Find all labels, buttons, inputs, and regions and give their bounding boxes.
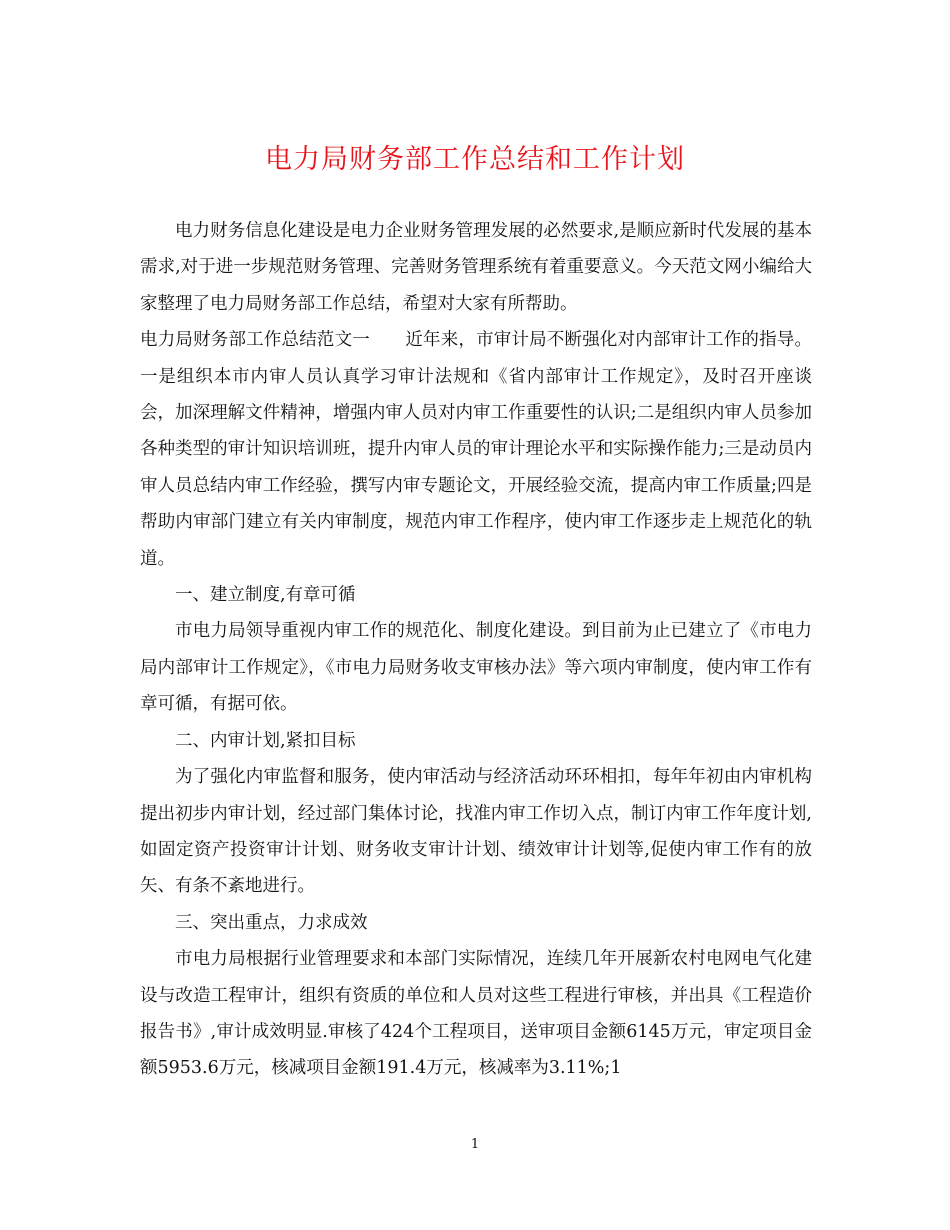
- section-paragraph-1: 市电力局领导重视内审工作的规范化、制度化建设。到目前为止已建立了《市电力局内部审计工作规定》，《市电力局财务收支审核办法》等六项内审制度，使内审工作有章可循，有据可依。: [140, 621, 812, 715]
- section-heading-1: 一、建立制度,有章可循: [175, 585, 356, 606]
- sample-one-paragraph: 电力局财务部工作总结范文一 近年来，市审计局不断强化对内部审计工作的指导。一是组织本市内审人员认真学习审计法规和《省内部审计工作规定》，及时召开座谈会，加深理解文件精神，增强内审人员对内审工作重要性的认识;二是组织内审人员参加各种类型的审计知识培训班，提升内审人员的审计理论水平和实际操作能力;三是动员内审人员总结内审工作经验，撰写内审专题论文，开展经验交流，提高内审工作质量;四是帮助内审部门建立有关内审制度，规范内审工作程序，使内审工作逐步走上规范化的轨道。: [140, 330, 812, 569]
- intro-paragraph: 电力财务信息化建设是电力企业财务管理发展的必然要求,是顺应新时代发展的基本需求,对于进一步规范财务管理、完善财务管理系统有着重要意义。今天范文网小编给大家整理了电力局财务部工作总结，希望对大家有所帮助。: [140, 221, 812, 314]
- document-title: 电力局财务部工作总结和工作计划: [265, 144, 685, 175]
- section-heading-3: 三、突出重点，力求成效: [175, 912, 368, 933]
- page-number: 1: [470, 1137, 480, 1152]
- section-heading-2: 二、内审计划,紧扣目标: [175, 730, 356, 751]
- document-body: [140, 213, 812, 1087]
- section-paragraph-2: 为了强化内审监督和服务，使内审活动与经济活动环环相扣，每年年初由内审机构提出初步内审计划，经过部门集体讨论，找准内审工作切入点，制订内审工作年度计划,如固定资产投资审计计划、财务收支审计计划、绩效审计计划等,促使内审工作有的放矢、有条不紊地进行。: [140, 767, 812, 897]
- section-paragraph-3: 市电力局根据行业管理要求和本部门实际情况，连续几年开展新农村电网电气化建设与改造工程审计，组织有资质的单位和人员对这些工程进行审核，并出具《工程造价报告书》,审计成效明显.审核了424个工程项目，送审项目金额6145万元，审定项目金额5953.6万元，核减项目金额191.4万元，核减率为3.11%;1: [140, 949, 812, 1079]
